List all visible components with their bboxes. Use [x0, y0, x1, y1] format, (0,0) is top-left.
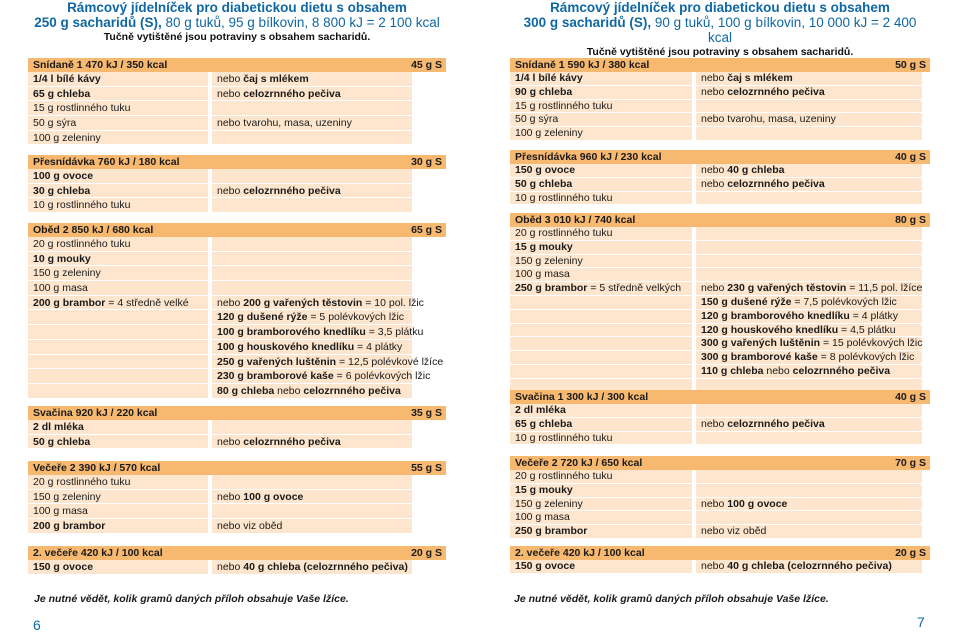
food-alternative [212, 420, 412, 435]
meal-name: Večeře 2 390 kJ / 570 kcal [33, 462, 161, 474]
meal-row [510, 310, 930, 324]
meal-row [510, 498, 930, 512]
food-alternative: nebo 40 g chleba (celozrnného pečiva) [696, 560, 922, 574]
food-item: 100 g zeleniny [28, 131, 208, 146]
food-alternative [696, 484, 922, 498]
meal-carbs: 20 g S [411, 547, 442, 559]
food-alternative: 300 g vařených luštěnin = 15 polévkových lžic [696, 337, 922, 351]
meal-row [28, 504, 446, 519]
right-page-number: 7 [917, 614, 925, 630]
meal-row [510, 511, 930, 525]
meal-row [510, 241, 930, 255]
meal-row [510, 432, 930, 446]
food-item [28, 355, 208, 370]
food-item: 100 g masa [510, 268, 692, 282]
row-divider [510, 538, 930, 539]
meal-row [28, 519, 446, 534]
meal-row [28, 131, 446, 146]
meal-row [510, 255, 930, 269]
food-item: 2 dl mléka [510, 404, 692, 418]
meal-carbs: 70 g S [895, 457, 926, 469]
right-meal-0 [510, 58, 930, 141]
right-meal-3 [510, 390, 930, 445]
food-item: 15 g mouky [510, 484, 692, 498]
meal-name: Oběd 3 010 kJ / 740 kcal [515, 214, 636, 226]
meal-carbs: 30 g S [411, 156, 442, 168]
row-divider [28, 574, 446, 575]
meal-name: Přesnídávka 960 kJ / 230 kcal [515, 151, 662, 163]
meal-header [510, 213, 930, 227]
food-alternative: nebo 200 g vařených těstovin = 10 pol. lžic [212, 296, 412, 311]
meal-header [28, 546, 446, 560]
left-meal-5 [28, 546, 446, 575]
food-alternative: 230 g bramborové kaše = 6 polévkových lžic [212, 369, 412, 384]
left-header [28, 0, 446, 45]
food-item: 50 g chleba [28, 435, 208, 450]
left-meal-2 [28, 223, 446, 399]
food-item: 65 g chleba [510, 418, 692, 432]
meal-row [28, 296, 446, 311]
food-alternative [212, 475, 412, 490]
meal-row [28, 560, 446, 575]
food-item: 150 g zeleniny [510, 498, 692, 512]
meal-carbs: 40 g S [895, 151, 926, 163]
food-alternative: nebo celozrnného pečiva [212, 184, 412, 199]
food-alternative: nebo tvarohu, masa, uzeniny [696, 113, 922, 127]
meal-row [510, 560, 930, 574]
right-page [510, 0, 930, 572]
row-divider [28, 398, 446, 399]
food-item [510, 310, 692, 324]
meal-row [510, 296, 930, 310]
right-header [510, 0, 930, 60]
food-item: 2 dl mléka [28, 420, 208, 435]
meal-carbs: 35 g S [411, 407, 442, 419]
food-item [510, 351, 692, 365]
food-item: 1/4 l bílé kávy [510, 72, 692, 86]
row-divider [28, 144, 446, 145]
meal-header [510, 150, 930, 164]
meal-row [28, 72, 446, 87]
food-alternative: 120 g houskového knedlíku = 4,5 plátku [696, 324, 922, 338]
meal-row [28, 490, 446, 505]
food-alternative [212, 101, 412, 116]
food-alternative: 100 g houskového knedlíku = 4 plátky [212, 340, 412, 355]
meal-row [510, 113, 930, 127]
meal-carbs: 40 g S [895, 391, 926, 403]
food-item [28, 340, 208, 355]
meal-row [510, 86, 930, 100]
food-item: 10 g rostlinného tuku [510, 432, 692, 446]
food-alternative [696, 192, 922, 206]
food-alternative: nebo čaj s mlékem [696, 72, 922, 86]
row-divider [28, 448, 446, 449]
meal-row [28, 420, 446, 435]
meal-row [510, 351, 930, 365]
meal-name: Snídaně 1 470 kJ / 350 kcal [33, 59, 168, 71]
food-alternative: 80 g chleba nebo celozrnného pečiva [212, 384, 412, 399]
left-meal-0 [28, 58, 446, 145]
food-alternative [696, 432, 922, 446]
meal-row [510, 470, 930, 484]
meal-row [28, 101, 446, 116]
meal-row [510, 164, 930, 178]
meal-name: Večeře 2 720 kJ / 650 kcal [515, 457, 643, 469]
food-alternative [696, 404, 922, 418]
meal-row [28, 116, 446, 131]
left-meal-3 [28, 406, 446, 449]
meal-row [28, 252, 446, 267]
food-item [28, 325, 208, 340]
right-meal-1 [510, 150, 930, 205]
food-item [28, 369, 208, 384]
meal-carbs: 20 g S [895, 547, 926, 559]
meal-header [510, 390, 930, 404]
right-footer-note: Je nutné vědět, kolik gramů daných příloh obsahuje Vaše lžíce. [514, 593, 829, 605]
meal-row [28, 369, 446, 384]
meal-row [510, 418, 930, 432]
meal-row [510, 404, 930, 418]
food-item: 50 g sýra [28, 116, 208, 131]
meal-carbs: 45 g S [411, 59, 442, 71]
food-alternative [696, 268, 922, 282]
food-item: 200 g brambor [28, 519, 208, 534]
meal-header [28, 461, 446, 475]
meal-row [510, 178, 930, 192]
right-meal-4 [510, 456, 930, 539]
food-item: 10 g mouky [28, 252, 208, 267]
meal-row [28, 475, 446, 490]
meal-name: Svačina 1 300 kJ / 300 kcal [515, 391, 649, 403]
food-item: 50 g sýra [510, 113, 692, 127]
food-alternative [212, 504, 412, 519]
food-alternative: 120 g dušené rýže = 5 polévkových lžic [212, 310, 412, 325]
meal-row [28, 198, 446, 213]
meal-row [510, 337, 930, 351]
left-meal-1 [28, 155, 446, 213]
row-divider [510, 573, 930, 574]
food-item: 20 g rostlinného tuku [510, 470, 692, 484]
right-note: Tučně vytištěné jsou potraviny s obsahem sacharidů. [586, 46, 854, 58]
meal-row [510, 227, 930, 241]
food-alternative: nebo 100 g ovoce [696, 498, 922, 512]
food-alternative [696, 511, 922, 525]
food-item: 150 g zeleniny [28, 490, 208, 505]
meal-row [28, 281, 446, 296]
food-item: 150 g ovoce [510, 560, 692, 574]
food-item: 65 g chleba [28, 87, 208, 102]
left-meal-4 [28, 461, 446, 534]
food-item: 100 g ovoce [28, 169, 208, 184]
meal-row [510, 365, 930, 379]
food-item: 150 g zeleniny [510, 255, 692, 269]
meal-carbs: 80 g S [895, 214, 926, 226]
food-item: 30 g chleba [28, 184, 208, 199]
meal-row [510, 127, 930, 141]
food-alternative: nebo tvarohu, masa, uzeniny [212, 116, 412, 131]
food-alternative: nebo čaj s mlékem [212, 72, 412, 87]
food-item: 200 g brambor = 4 středně velké [28, 296, 208, 311]
food-item: 250 g brambor [510, 525, 692, 539]
food-item: 15 g rostlinného tuku [510, 100, 692, 114]
row-divider [28, 533, 446, 534]
food-alternative [696, 241, 922, 255]
food-alternative [696, 127, 922, 141]
food-item: 20 g rostlinného tuku [28, 237, 208, 252]
meal-row [28, 169, 446, 184]
meal-header [510, 58, 930, 72]
food-item: 100 g masa [28, 281, 208, 296]
food-alternative: nebo celozrnného pečiva [696, 178, 922, 192]
meal-row [510, 192, 930, 206]
meal-name: Oběd 2 850 kJ / 680 kcal [33, 224, 154, 236]
food-item [510, 296, 692, 310]
food-item: 15 g mouky [510, 241, 692, 255]
food-item: 90 g chleba [510, 86, 692, 100]
food-item: 100 g zeleniny [510, 127, 692, 141]
meal-row [510, 268, 930, 282]
meal-carbs: 55 g S [411, 462, 442, 474]
food-alternative [212, 131, 412, 146]
meal-header [28, 155, 446, 169]
meal-header [28, 223, 446, 237]
food-item: 150 g zeleniny [28, 266, 208, 281]
food-alternative [212, 252, 412, 267]
food-alternative: nebo celozrnného pečiva [696, 418, 922, 432]
food-alternative: nebo viz oběd [696, 525, 922, 539]
food-alternative: 120 g bramborového knedlíku = 4 plátky [696, 310, 922, 324]
right-subtitle: 300 g sacharidů (S), 90 g tuků, 100 g bílkovin, 10 000 kJ = 2 400 kcal [523, 15, 917, 45]
meal-name: Svačina 920 kJ / 220 kcal [33, 407, 158, 419]
food-alternative [212, 281, 412, 296]
meal-name: Přesnídávka 760 kJ / 180 kcal [33, 156, 180, 168]
meal-row [510, 324, 930, 338]
meal-row [28, 237, 446, 252]
food-alternative [212, 198, 412, 213]
food-alternative: nebo 40 g chleba [696, 164, 922, 178]
row-divider [510, 140, 930, 141]
food-item: 150 g ovoce [510, 164, 692, 178]
left-note: Tučně vytištěné jsou potraviny s obsahem sacharidů. [103, 31, 371, 43]
food-alternative [696, 227, 922, 241]
meal-row [28, 325, 446, 340]
meal-row [28, 266, 446, 281]
food-alternative: nebo viz oběd [212, 519, 412, 534]
food-item: 100 g masa [28, 504, 208, 519]
meal-row [510, 525, 930, 539]
meal-header [510, 546, 930, 560]
food-alternative: 150 g dušené rýže = 7,5 polévkových lžic [696, 296, 922, 310]
meal-name: 2. večeře 420 kJ / 100 kcal [33, 547, 163, 559]
food-item [510, 365, 692, 379]
food-alternative: nebo 40 g chleba (celozrnného pečiva) [212, 560, 412, 575]
row-divider [510, 444, 930, 445]
meal-header [28, 406, 446, 420]
food-alternative: 250 g vařených luštěnin = 12,5 polévkové lžíce [212, 355, 412, 370]
right-meal-5 [510, 546, 930, 574]
meal-header [510, 456, 930, 470]
food-alternative [696, 255, 922, 269]
food-alternative [696, 470, 922, 484]
food-item: 10 g rostlinného tuku [28, 198, 208, 213]
meal-carbs: 65 g S [411, 224, 442, 236]
meal-header [28, 58, 446, 72]
food-item [510, 337, 692, 351]
food-item: 10 g rostlinného tuku [510, 192, 692, 206]
food-item: 1/4 l bílé kávy [28, 72, 208, 87]
left-title: Rámcový jídelníček pro diabetickou dietu s obsahem [67, 0, 407, 15]
food-item: 250 g brambor = 5 středně velkých [510, 282, 692, 296]
meal-row [28, 184, 446, 199]
meal-name: 2. večeře 420 kJ / 100 kcal [515, 547, 645, 559]
food-alternative: nebo celozrnného pečiva [212, 87, 412, 102]
food-alternative [212, 237, 412, 252]
food-alternative: 300 g bramborové kaše = 8 polévkových lžic [696, 351, 922, 365]
left-footer-note: Je nutné vědět, kolik gramů daných příloh obsahuje Vaše lžíce. [34, 593, 349, 605]
food-item [28, 384, 208, 399]
left-subtitle: 250 g sacharidů (S), 80 g tuků, 95 g bílkovin, 8 800 kJ = 2 100 kcal [34, 15, 440, 30]
food-alternative: nebo 100 g ovoce [212, 490, 412, 505]
meal-row [510, 72, 930, 86]
meal-row [28, 340, 446, 355]
food-alternative: nebo celozrnného pečiva [212, 435, 412, 450]
meal-row [510, 100, 930, 114]
meal-name: Snídaně 1 590 kJ / 380 kcal [515, 59, 650, 71]
left-page [28, 0, 446, 573]
food-item: 20 g rostlinného tuku [510, 227, 692, 241]
food-item: 50 g chleba [510, 178, 692, 192]
food-item [510, 324, 692, 338]
meal-row [28, 87, 446, 102]
food-alternative: 110 g chleba nebo celozrnného pečiva [696, 365, 922, 379]
meal-row [510, 282, 930, 296]
row-divider [28, 212, 446, 213]
food-alternative: nebo celozrnného pečiva [696, 86, 922, 100]
food-item [28, 310, 208, 325]
row-divider [510, 204, 930, 205]
food-alternative [696, 100, 922, 114]
food-alternative: nebo 230 g vařených těstovin = 11,5 pol. lžíce [696, 282, 922, 296]
left-page-number: 6 [33, 617, 41, 633]
food-alternative: 100 g bramborového knedlíku = 3,5 plátku [212, 325, 412, 340]
meal-row [28, 355, 446, 370]
food-item: 15 g rostlinného tuku [28, 101, 208, 116]
food-alternative [212, 169, 412, 184]
food-item: 150 g ovoce [28, 560, 208, 575]
meal-row [28, 384, 446, 399]
food-alternative [212, 266, 412, 281]
food-item: 100 g masa [510, 511, 692, 525]
meal-row [28, 310, 446, 325]
meal-carbs: 50 g S [895, 59, 926, 71]
meal-row [510, 484, 930, 498]
meal-row [28, 435, 446, 450]
right-title: Rámcový jídelníček pro diabetickou dietu s obsahem [550, 0, 890, 15]
food-item: 20 g rostlinného tuku [28, 475, 208, 490]
